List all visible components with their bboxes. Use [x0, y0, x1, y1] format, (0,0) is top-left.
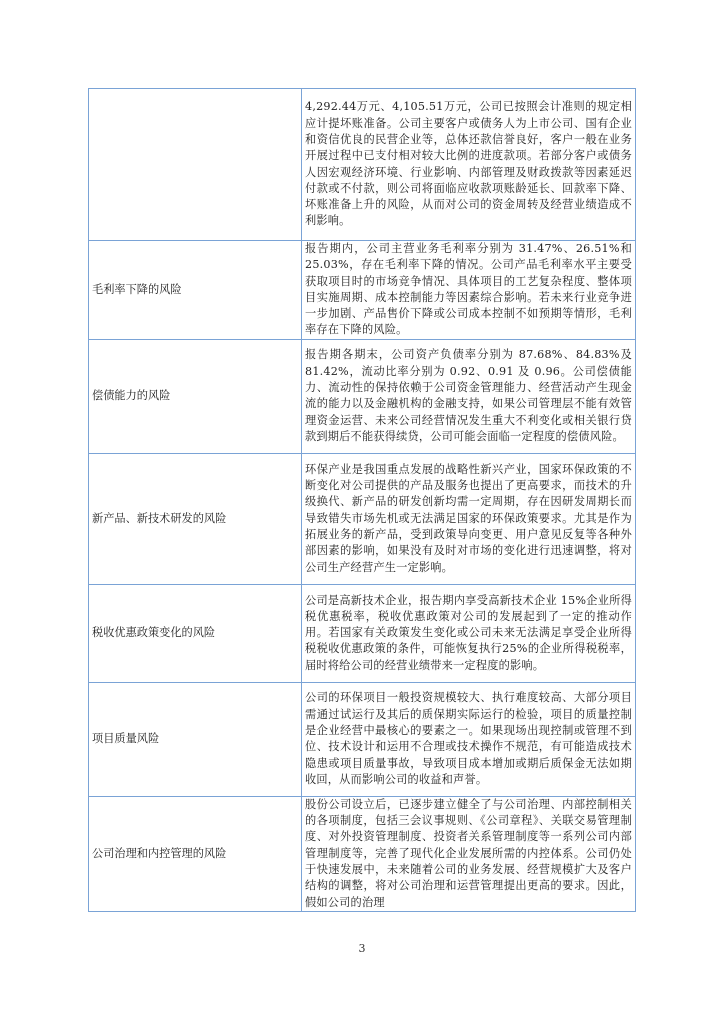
table-row: [89, 796, 636, 911]
risk-name: 偿债能力的风险: [89, 339, 302, 453]
table-row: [89, 339, 636, 453]
table-row: [89, 682, 636, 796]
risk-name: 公司治理和内控管理的风险: [89, 796, 302, 911]
risk-name: 新产品、新技术研发的风险: [89, 453, 302, 584]
risk-description: 环保产业是我国重点发展的战略性新兴产业，国家环保政策的不断变化对公司提供的产品及服务也提出了更高要求，而技术的升级换代、新产品的研发创新均需一定周期，存在因研发周期长而导致错失市场先机或无法满足国家的环保政策要求。尤其是作为拓展业务的新产品，受到政策导向变更、用户意见反复等各种外部因素的影响，如果没有及时对市场的变化进行迅速调整，将对公司生产经营产生一定影响。: [302, 453, 636, 584]
risk-name: 毛利率下降的风险: [89, 241, 302, 340]
risk-name: 税收优惠政策变化的风险: [89, 584, 302, 682]
table-row: [89, 241, 636, 340]
table-row: [89, 453, 636, 584]
table-row: [89, 584, 636, 682]
risk-name: [89, 89, 302, 241]
risk-name: 项目质量风险: [89, 682, 302, 796]
risk-description: 股份公司设立后，已逐步建立健全了与公司治理、内部控制相关的各项制度，包括三会议事规则、《公司章程》、关联交易管理制度、对外投资管理制度、投资者关系管理制度等一系列公司内部管理制度等，完善了现代化企业发展所需的内控体系。公司仍处于快速发展中，未来随着公司的业务发展、经营规模扩大及客户结构的调整，将对公司治理和运营管理提出更高的要求。因此，假如公司的治理: [302, 796, 636, 911]
table-row: [89, 89, 636, 241]
page-number: 3: [358, 942, 366, 955]
risk-description: 公司的环保项目一般投资规模较大、执行难度较高、大部分项目需通过试运行及其后的质保期实际运行的检验，项目的质量控制是企业经营中最核心的要素之一。如果现场出现控制或管理不到位、技术设计和运用不合理或技术操作不规范，有可能造成技术隐患或项目质量事故，导致项目成本增加或期后质保金无法如期收回，从而影响公司的收益和声誉。: [302, 682, 636, 796]
risk-table: [88, 88, 636, 912]
risk-description: 报告期内，公司主营业务毛利率分别为 31.47%、26.51%和25.03%，存在毛利率下降的情况。公司产品毛利率水平主要受获取项目时的市场竞争情况、具体项目的工艺复杂程度、整体项目实施周期、成本控制能力等因素综合影响。若未来行业竞争进一步加剧、产品售价下降或公司成本控制不如预期等情形，毛利率存在下降的风险。: [302, 241, 636, 340]
risk-description: 报告期各期末，公司资产负债率分别为 87.68%、84.83%及81.42%，流动比率分别为 0.92、0.91 及 0.96。公司偿债能力、流动性的保持依赖于公司资金管理能力、经营活动产生现金流的能力以及金融机构的金融支持，如果公司管理层不能有效管理资金运营、未来公司经营情况发生重大不利变化或相关银行贷款到期后不能获得续贷，公司可能会面临一定程度的偿债风险。: [302, 339, 636, 453]
risk-description: 4,292.44万元、4,105.51万元，公司已按照会计准则的规定相应计提坏账准备。公司主要客户或债务人为上市公司、国有企业和资信优良的民营企业等，总体还款信誉良好，客户一般在业务开展过程中已支付相对较大比例的进度款项。若部分客户或债务人因宏观经济环境、行业影响、内部管理及财政拨款等因素延迟付款或不付款，则公司将面临应收款项账龄延长、回款率下降、坏账准备上升的风险，从而对公司的资金周转及经营业绩造成不利影响。: [302, 89, 636, 241]
risk-description: 公司是高新技术企业，报告期内享受高新技术企业 15%企业所得税优惠税率，税收优惠政策对公司的发展起到了一定的推动作用。若国家有关政策发生变化或公司未来无法满足享受企业所得税税收优惠政策的条件，可能恢复执行25%的企业所得税税率，届时将给公司的经营业绩带来一定程度的影响。: [302, 584, 636, 682]
